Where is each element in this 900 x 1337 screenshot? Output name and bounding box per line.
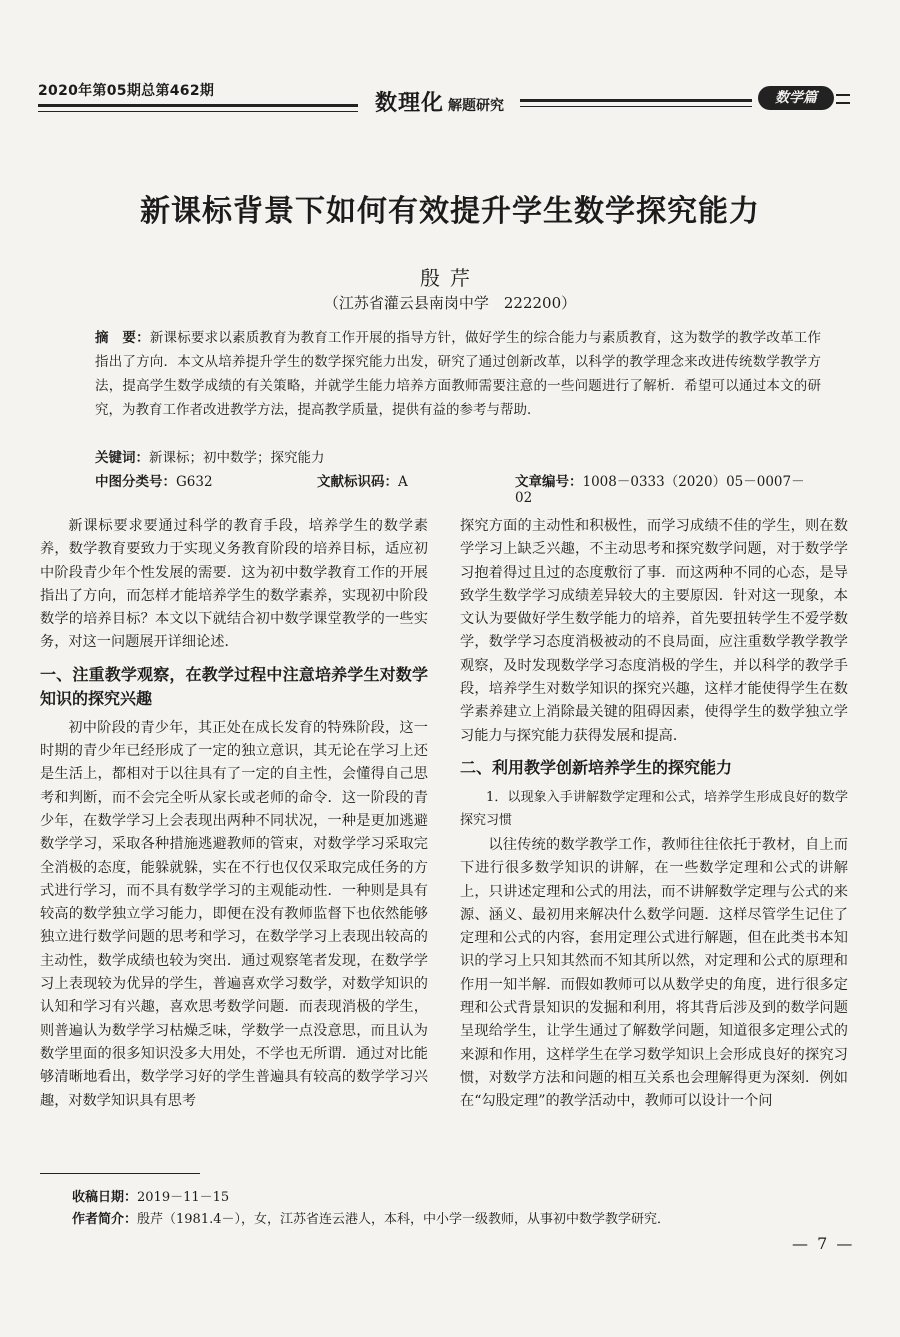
abstract-label: 摘 要：: [95, 330, 150, 346]
magazine-title: 数理化: [375, 91, 445, 116]
page-number: — 7 —: [792, 1234, 855, 1253]
header-rule-left: [38, 104, 358, 112]
bio-label: 作者简介：: [72, 1212, 138, 1227]
section2-paragraph: 以往传统的数学教学工作，教师往往依托于教材，自上而下进行很多数学知识的讲解，在一些数学定理和公式的讲解上，只讲述定理和公式的用法，而不讲解数学定理与公式的来源、涵义、最初用来解决什么数学问题．这样尽管学生记住了定理和公式的内容，套用定理公式进行解题，但在此类书本知识的学习上只知其然而不知其所以然，对定理和公式的原理和作用一知半解．而假如教师可以从数学史的角度，进行很多定理和公式背景知识的发掘和利用，将其背后涉及到的数学问题呈现给学生，让学生通过了解数学问题，知道很多定理公式的来源和作用，这样学生在学习数学知识上会形成良好的探究习惯，对数学方法和问题的相互关系也会理解得更为深刻．例如在“勾股定理”的教学活动中，教师可以设计一个问: [460, 836, 848, 1110]
doc-value: A: [398, 474, 408, 490]
article-id-value: 1008－0333（2020）05－0007－02: [515, 474, 805, 506]
clc-value: G632: [176, 474, 213, 490]
author-name: 殷芹: [420, 266, 480, 290]
page-header: [0, 0, 900, 130]
article-id-label: 文章编号：: [515, 474, 583, 490]
bio-text: 殷芹（1981.4－），女，江苏省连云港人，本科，中小学一级教师，从事初中数学教学研究．: [137, 1212, 671, 1227]
intro-paragraph: 新课标要求要通过科学的教育手段，培养学生的数学素养，数学教育要致力于实现义务教育阶段的培养目标，适应初中阶段青少年个性发展的需要．这为初中数学教育工作的开展指出了方向，而怎样才能培养学生的数学素养，实现初中阶段数学的培养目标？本文以下就结合初中数学课堂教学的一些实务，对这一问题展开详细论述．: [40, 518, 428, 651]
section1-heading: 一、注重教学观察，在教学过程中注意培养学生对数学知识的探究兴趣: [40, 664, 428, 708]
doc-label: 文献标识码：: [317, 474, 398, 490]
received-date: 2019－11－15: [137, 1190, 230, 1205]
footnote-received: [72, 1188, 229, 1208]
section1-paragraph-continued: 探究方面的主动性和积极性，而学习成绩不佳的学生，则在数学学习上缺乏兴趣，不主动思考和探究数学问题，对于数学学习抱着得过且过的态度敷衍了事．而这两种不同的心态，是导致学生数学学习成绩差异较大的主要原因．针对这一现象，本文认为要做好学生数学能力的培养，首先要扭转学生不爱学数学，数学学习态度消极被动的不良局面，应注重数学教学教学观察，及时发现数学学习态度消极的学生，并以科学的教学手段，培养学生对数学知识的探究兴趣，这样才能使得学生在数学素养建立上消除最关键的阻碍因素，使得学生的数学独立学习能力与探究能力获得发展和提高．: [460, 518, 848, 744]
article-id: [515, 470, 821, 506]
section1-paragraph: 初中阶段的青少年，其正处在成长发育的特殊阶段，这一时期的青少年已经形成了一定的独立意识，其无论在学习上还是生活上，都相对于以往具有了一定的自主性，会懂得自己思考和判断，而不会完全听从家长或老师的命令．这一阶段的青少年，在数学学习上会表现出两种不同状况，一种是更加逃避数学学习，采取各种措施逃避教师的管束，对数学学习采取完全消极的态度，能躲就躲，实在不行也仅仅采取完成任务的方式进行学习，而不具有数学学习的主观能动性．一种则是具有较高的数学独立学习能力，即便在没有教师监督下也依然能够独立进行数学问题的思考和学习，在数学学习上表现出较高的主动性，数学成绩也较为突出．通过观察笔者发现，在数学学习上表现较为优异的学生，普遍喜欢学习数学，对数学知识的认知和学习有兴趣，喜欢思考数学问题．而表现消极的学生，则普遍认为数学学习枯燥乏味，学数学一点没意思，而且认为数学里面的很多知识没多大用处，不学也无所谓．通过对比能够清晰地看出，数学学习好的学生普遍具有较高的数学学习兴趣，对数学知识具有思考: [40, 719, 428, 1109]
clc-label: 中图分类号：: [95, 474, 176, 490]
received-label: 收稿日期：: [72, 1190, 138, 1205]
magazine-name: [375, 86, 504, 117]
body-column-right: [460, 515, 848, 1114]
section-badge: 数学篇: [758, 86, 834, 110]
clc-code: [95, 470, 213, 490]
section2-subheading: 1．以现象入手讲解数学定理和公式，培养学生形成良好的数学探究习惯: [460, 789, 848, 828]
author-affiliation: （江苏省灌云县南岗中学 222200）: [323, 294, 577, 312]
keywords: [95, 446, 325, 466]
badge-tail-rule: [836, 94, 850, 104]
keywords-label: 关键词：: [95, 450, 149, 466]
footnote-bio: [72, 1210, 670, 1230]
magazine-subtitle: 解题研究: [448, 98, 505, 114]
body-column-left: [40, 515, 428, 1113]
doc-code: [317, 470, 408, 490]
abstract: [95, 326, 821, 422]
header-rule-right: [520, 99, 752, 107]
issue-info: 2020年第05期总第462期: [38, 83, 215, 99]
abstract-text: 新课标要求以素质教育为教育工作开展的指导方针，做好学生的综合能力与素质教育，这为数学的教学改革工作指出了方向．本文从培养提升学生的数学探究能力出发，研究了通过创新改革，以科学的教学理念来改进传统数学教学方法，提高学生数学成绩的有关策略，并就学生能力培养方面教师需要注意的一些问题进行了解析．希望可以通过本文的研究，为教育工作者改进教学方法，提高教学质量，提供有益的参考与帮助．: [95, 330, 822, 418]
section2-heading: 二、利用教学创新培养学生的探究能力: [460, 757, 733, 777]
footnote-rule: [40, 1173, 200, 1174]
keywords-text: 新课标；初中数学；探究能力: [149, 450, 325, 466]
article-title: 新课标背景下如何有效提升学生数学探究能力: [140, 194, 760, 229]
